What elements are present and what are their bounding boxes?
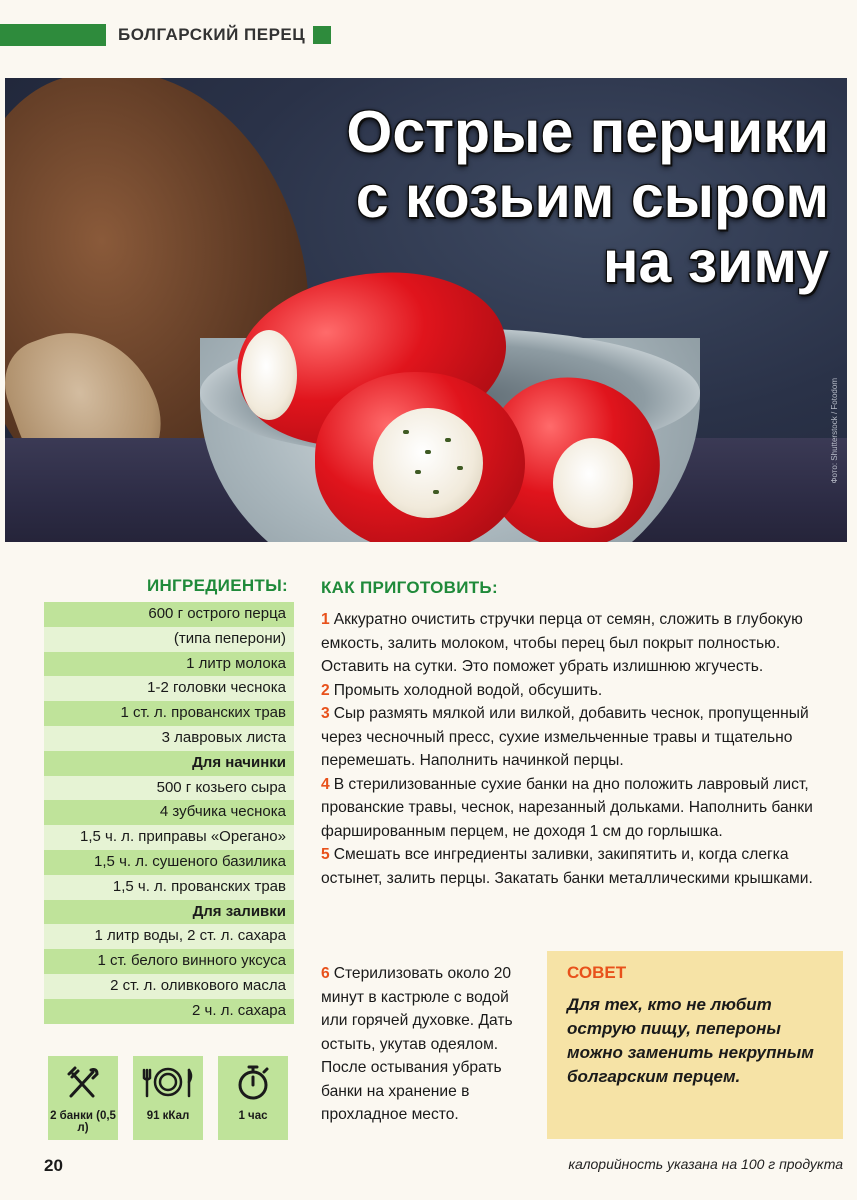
step-number: 3 <box>321 705 330 722</box>
time-stat <box>218 1056 288 1140</box>
ingredient-item: 1 литр молока <box>44 652 294 677</box>
page-number: 20 <box>44 1156 63 1175</box>
method-steps <box>321 608 843 890</box>
ingredient-subheading: Для начинки <box>44 751 294 776</box>
step-text: Смешать все ингредиенты заливки, закипятить и, когда слегка остынет, залить перцы. Закатать банки металлическими крышками. <box>321 846 813 887</box>
step-5 <box>321 843 843 890</box>
herb-fleck <box>433 490 439 494</box>
step-number: 5 <box>321 846 330 863</box>
step-text: В стерилизованные сухие банки на дно положить лавровый лист, прованские травы, чеснок, нарезанный дольками. Наполнить банки фаршированным перцем, не доходя 1 см до горлышка. <box>321 775 813 840</box>
ingredient-item: (типа пеперони) <box>44 627 294 652</box>
herb-fleck <box>425 450 431 454</box>
herb-fleck <box>445 438 451 442</box>
ingredient-item: 1 ст. л. прованских трав <box>44 701 294 726</box>
hero-photo <box>5 78 847 542</box>
step-4 <box>321 773 843 844</box>
ingredients-panel <box>44 570 294 1040</box>
herb-fleck <box>415 470 421 474</box>
title-line: Острые перчики <box>346 99 829 165</box>
step-6 <box>321 962 531 1127</box>
step-1 <box>321 608 843 679</box>
cheese-filling-image <box>241 330 297 420</box>
ingredient-item: 600 г острого перца <box>44 602 294 627</box>
ingredient-item: 1 ст. белого винного уксуса <box>44 949 294 974</box>
ingredient-item: 1 литр воды, 2 ст. л. сахара <box>44 924 294 949</box>
step-3 <box>321 702 843 773</box>
servings-stat <box>48 1056 118 1140</box>
ingredient-item: 1,5 ч. л. приправы «Орегано» <box>44 825 294 850</box>
time-label: 1 час <box>238 1110 268 1122</box>
stopwatch-icon <box>233 1062 273 1102</box>
ingredient-item: 2 ч. л. сахара <box>44 999 294 1024</box>
section-title: БОЛГАРСКИЙ ПЕРЕЦ <box>118 25 306 44</box>
servings-label: 2 банки (0,5 л) <box>50 1110 116 1134</box>
header-bar <box>0 24 106 46</box>
ingredient-item: 2 ст. л. оливкового масла <box>44 974 294 999</box>
herb-fleck <box>457 466 463 470</box>
ingredient-subheading: Для заливки <box>44 900 294 925</box>
fork-knife-icon <box>63 1062 103 1102</box>
calories-stat <box>133 1056 203 1140</box>
ingredient-item: 1-2 головки чеснока <box>44 676 294 701</box>
step-text: Промыть холодной водой, обсушить. <box>333 681 603 699</box>
step-number: 1 <box>321 611 330 628</box>
step-2 <box>321 679 843 703</box>
recipe-title <box>346 100 829 295</box>
title-line: на зиму <box>602 229 829 295</box>
ingredients-list <box>44 602 294 1024</box>
step-text: Аккуратно очистить стручки перца от семян, сложить в глубокую емкость, залить молоком, чтобы перец был покрыт полностью. Оставить на сутки. Это поможет убрать излишнюю жгучесть. <box>321 611 803 675</box>
ingredient-item: 1,5 ч. л. прованских трав <box>44 875 294 900</box>
calorie-footnote: калорийность указана на 100 г продукта <box>568 1156 843 1172</box>
ingredients-title: ИНГРЕДИЕНТЫ: <box>146 576 288 595</box>
step-number: 6 <box>321 965 330 982</box>
ingredient-item: 4 зубчика чеснока <box>44 800 294 825</box>
ingredient-item: 500 г козьего сыра <box>44 776 294 801</box>
step-number: 2 <box>321 681 330 699</box>
plate-icon <box>142 1062 194 1102</box>
ingredient-item: 3 лавровых листа <box>44 726 294 751</box>
ingredient-item: 1,5 ч. л. сушеного базилика <box>44 850 294 875</box>
step-text: Сыр размять мялкой или вилкой, добавить чеснок, пропущенный через чесночный пресс, сухие измельченные травы и тщательно перемешать. Наполнить начинкой перцы. <box>321 705 809 769</box>
calories-label: 91 кКал <box>146 1110 190 1122</box>
cheese-filling-image <box>553 438 633 528</box>
cheese-filling-image <box>373 408 483 518</box>
title-line: с козьим сыром <box>355 164 829 230</box>
herb-fleck <box>403 430 409 434</box>
step-number: 4 <box>321 775 330 793</box>
tip-box <box>547 951 843 1139</box>
photo-credit: Фото: Shutterstock / Fotodom <box>830 378 839 484</box>
method-title: КАК ПРИГОТОВИТЬ: <box>321 578 498 597</box>
header-square <box>313 26 331 44</box>
tip-text: Для тех, кто не любит острую пищу, пепероны можно заменить некрупным болгарским перцем. <box>567 995 814 1086</box>
step-text: Стерилизовать около 20 минут в кастрюле с водой или горячей духовке. Дать остыть, укутав одеялом. После остывания убрать банки на хранение в прохладное место. <box>321 965 513 1123</box>
tip-title: СОВЕТ <box>567 963 627 982</box>
